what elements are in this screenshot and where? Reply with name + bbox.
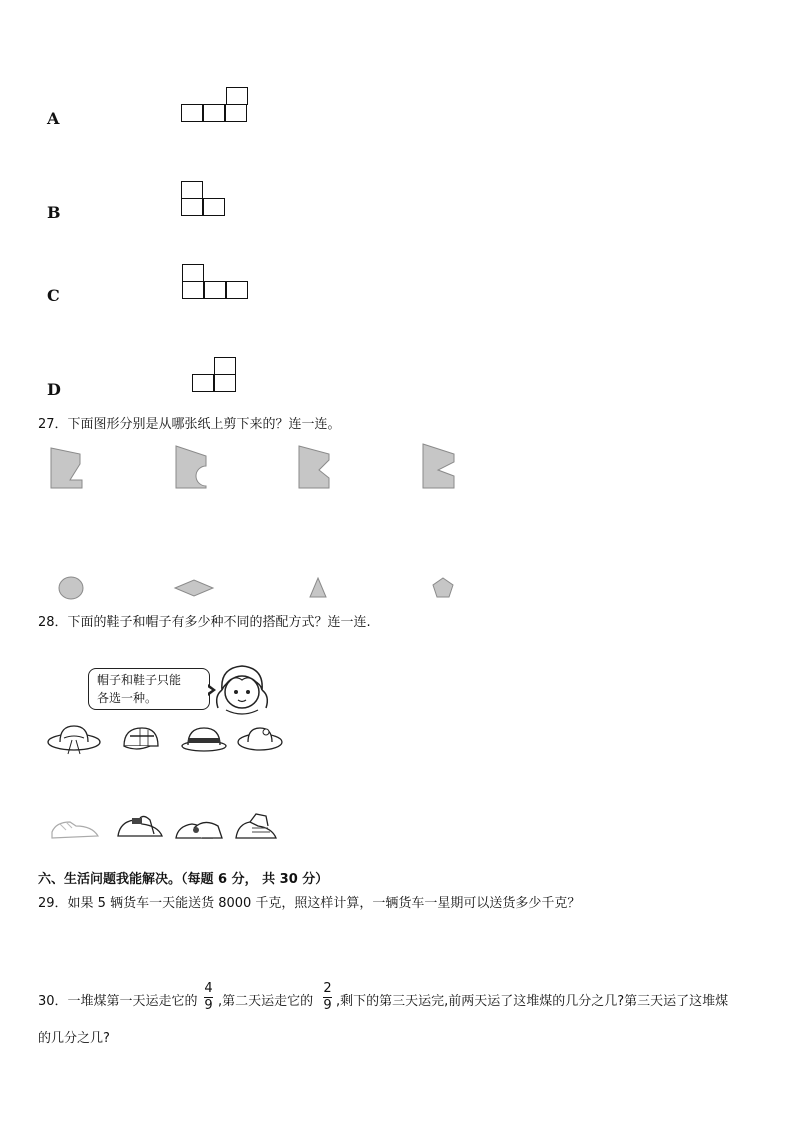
hats-row bbox=[44, 718, 294, 762]
triangle-shape bbox=[310, 578, 326, 597]
question-30-part1: 30．一堆煤第一天运走它的 bbox=[38, 994, 198, 1009]
question-30-part3: ,剩下的第三天运完,前两天运了这堆煤的几分之几?第三天运了这堆煤 bbox=[336, 994, 729, 1009]
hat-3 bbox=[182, 728, 226, 751]
paper-shape-2 bbox=[176, 446, 206, 488]
question-28-text: 28．下面的鞋子和帽子有多少种不同的搭配方式？连一连. bbox=[38, 615, 371, 630]
option-d-label: D bbox=[47, 380, 61, 399]
section-6-title: 六、生活问题我能解决。（每题 6 分， 共 30 分） bbox=[38, 872, 329, 887]
fraction-4-9 bbox=[204, 982, 213, 1013]
shoe-3 bbox=[176, 822, 222, 838]
cut-shapes-row bbox=[40, 570, 480, 606]
fraction-2-denominator: 9 bbox=[323, 998, 332, 1013]
fraction-2-9 bbox=[323, 982, 332, 1013]
fraction-1-denominator: 9 bbox=[204, 998, 213, 1013]
option-a-label: A bbox=[47, 109, 60, 128]
question-30-part2: ,第二天运走它的 bbox=[218, 994, 314, 1009]
shoe-2 bbox=[118, 816, 162, 836]
paper-shapes-row bbox=[40, 440, 480, 500]
fraction-2-numerator: 2 bbox=[323, 981, 332, 996]
shoes-row bbox=[46, 808, 286, 848]
question-27-text: 27．下面图形分别是从哪张纸上剪下来的？连一连。 bbox=[38, 417, 341, 432]
paper-shape-4 bbox=[423, 444, 454, 488]
hat-4 bbox=[238, 728, 282, 750]
shoe-4 bbox=[236, 814, 276, 838]
paper-shape-3 bbox=[299, 446, 329, 488]
bubble-line-1: 帽子和鞋子只能 bbox=[97, 673, 182, 687]
bubble-line-2: 各选一种。 bbox=[97, 691, 158, 705]
shoe-1 bbox=[52, 822, 98, 838]
pentagon-shape bbox=[433, 578, 453, 597]
hat-2 bbox=[124, 728, 158, 749]
speech-bubble bbox=[88, 668, 210, 710]
girl-illustration bbox=[212, 660, 274, 720]
paper-shape-1 bbox=[51, 448, 82, 488]
option-c-label: C bbox=[47, 286, 60, 305]
option-b-label: B bbox=[47, 203, 61, 222]
rhombus-shape bbox=[175, 580, 213, 596]
hat-1 bbox=[48, 726, 100, 754]
question-29-text: 29．如果 5 辆货车一天能送货 8000 千克，照这样计算，一辆货车一星期可以送货多少千克？ bbox=[38, 896, 581, 911]
question-30-line2: 的几分之几? bbox=[38, 1031, 110, 1046]
fraction-1-numerator: 4 bbox=[204, 981, 213, 996]
circle-shape bbox=[59, 577, 83, 599]
